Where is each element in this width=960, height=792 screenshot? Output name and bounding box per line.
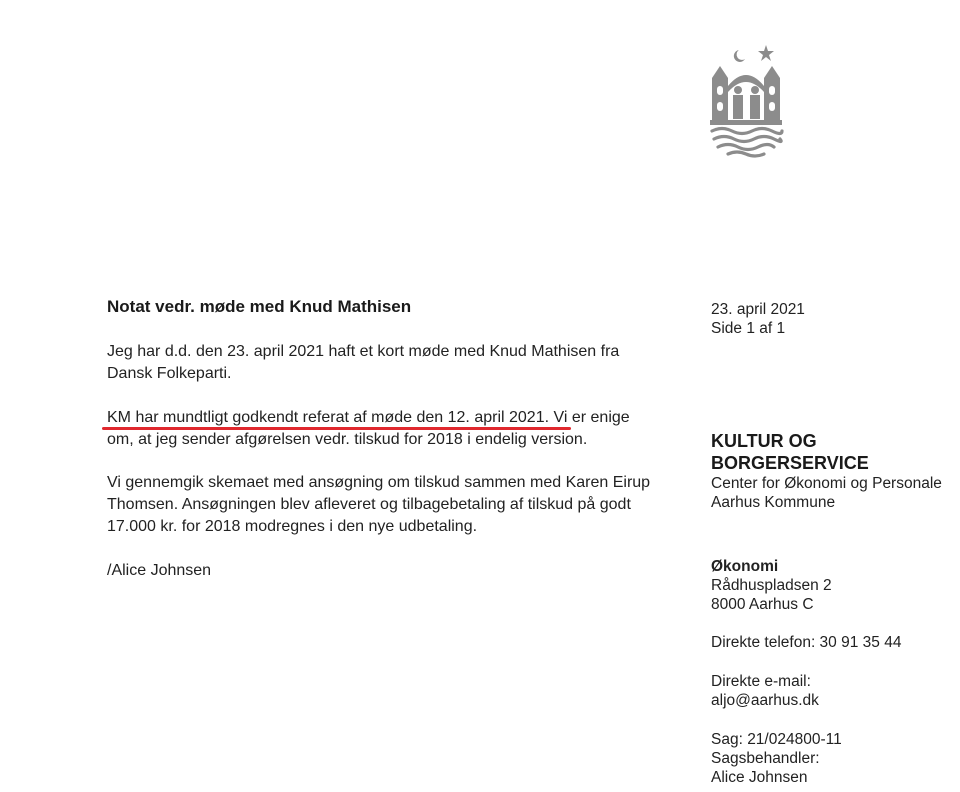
page-count: Side 1 af 1 (711, 320, 786, 337)
case-handler-name: Alice Johnsen (711, 769, 808, 786)
paragraph-1-line-2: Dansk Folkeparti. (107, 365, 232, 382)
paragraph-3 (107, 472, 697, 538)
case-number: Sag: 21/024800-11 (711, 731, 842, 748)
document-date: 23. april 2021 (711, 301, 805, 318)
paragraph-2-line-1-rest: Vi er enige (549, 409, 630, 426)
unit-name: Økonomi (711, 558, 779, 575)
highlighted-sentence: KM har mundtligt godkendt referat af møde den 12. april 2021. (107, 409, 550, 426)
case-handler-label: Sagsbehandler: (711, 750, 820, 767)
paragraph-1-line-1: Jeg har d.d. den 23. april 2021 haft et kort møde med Knud Mathisen fra (107, 343, 620, 360)
city-address: 8000 Aarhus C (711, 596, 814, 613)
paragraph-2-line-1 (107, 407, 697, 429)
paragraph-2-line-2: om, at jeg sender afgørelsen vedr. tilskud for 2018 i endelig version. (107, 431, 588, 448)
note-title: Notat vedr. møde med Knud Mathisen (107, 297, 412, 316)
red-underline-mark (102, 427, 571, 430)
signature: /Alice Johnsen (107, 562, 212, 579)
email-label: Direkte e-mail: (711, 673, 811, 690)
paragraph-3-line-3: 17.000 kr. for 2018 modregnes i den nye udbetaling. (107, 518, 478, 535)
paragraph-3-line-1: Vi gennemgik skemaet med ansøgning om tilskud sammen med Karen Eirup (107, 474, 651, 491)
department-name (711, 430, 869, 474)
street-address: Rådhuspladsen 2 (711, 577, 832, 594)
department-line-2: BORGERSERVICE (711, 453, 869, 473)
aarhus-coat-of-arms-icon (706, 42, 786, 160)
email-address: aljo@aarhus.dk (711, 692, 819, 709)
department-line-1: KULTUR OG (711, 431, 817, 451)
paragraph-1 (107, 341, 697, 385)
direct-phone: Direkte telefon: 30 91 35 44 (711, 634, 902, 651)
municipality-name: Aarhus Kommune (711, 494, 836, 511)
paragraph-3-line-2: Thomsen. Ansøgningen blev afleveret og tilbagebetaling af tilskud på godt (107, 496, 631, 513)
center-name: Center for Økonomi og Personale (711, 475, 942, 492)
